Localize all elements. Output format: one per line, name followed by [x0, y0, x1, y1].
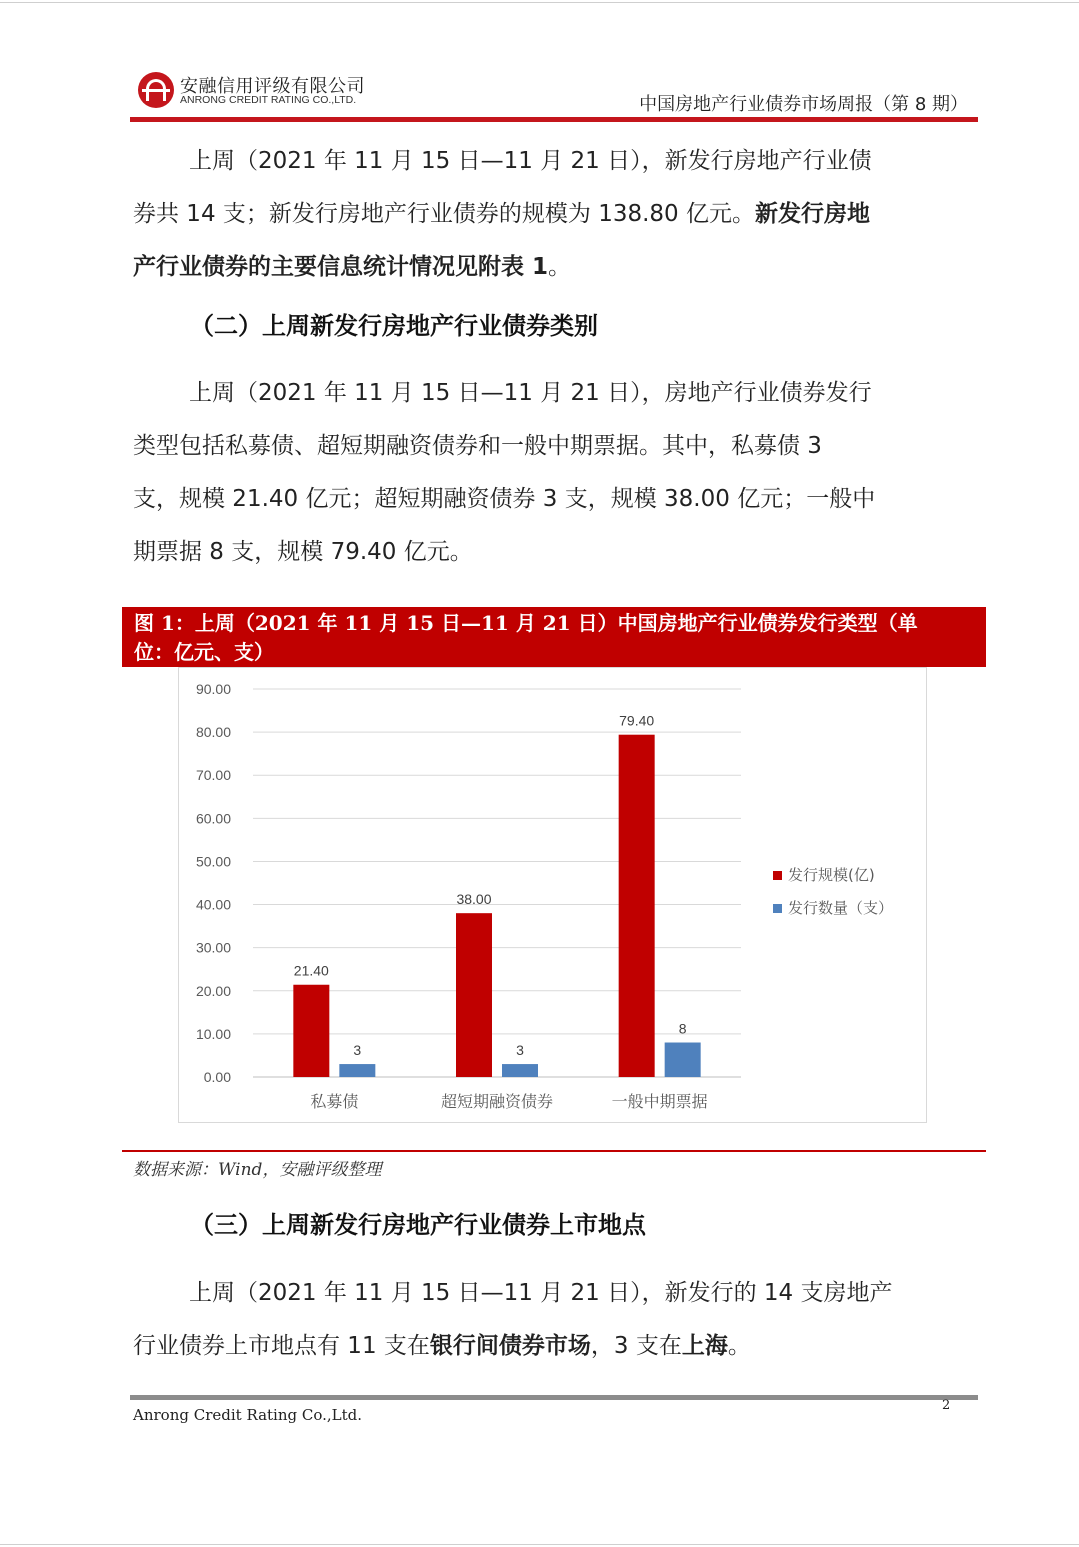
data-source: 数据来源：Wind，安融评级整理 [133, 1160, 382, 1180]
y-tick-label: 0.00 [203, 1069, 231, 1085]
y-tick-label: 20.00 [195, 982, 231, 999]
bar-scale [619, 735, 655, 1077]
figure-caption: 图 1：上周（2021 年 11 月 15 日—11 月 21 日）中国房地产行业债券发行类型（单 位：亿元、支） [122, 607, 986, 667]
bar-count [502, 1064, 538, 1077]
legend-swatch [773, 904, 782, 913]
x-tick-label: 超短期融资债券 [440, 1092, 554, 1111]
y-tick-label: 30.00 [195, 939, 231, 956]
data-label: 3 [353, 1042, 362, 1059]
page-bottom-edge [0, 1544, 1079, 1545]
bar-count [665, 1043, 701, 1077]
bar-scale [456, 913, 492, 1077]
y-tick-label: 10.00 [195, 1025, 231, 1042]
bond-type-chart-svg [179, 668, 928, 1124]
data-label: 79.40 [619, 712, 655, 729]
company-name-en: ANRONG CREDIT RATING CO.,LTD. [180, 94, 357, 106]
y-tick-label: 80.00 [195, 724, 231, 741]
footer-divider [130, 1395, 978, 1400]
paragraph-bond-types: 上周（2021 年 11 月 15 日—11 月 21 日），房地产行业债券发行 类型包括私募债、超短期融资债券和一般中期票据。其中，私募债 3 支，规模 21.40 亿元；超短期融资债券 3 支，规模 38.00 亿元；一般中 期票据 8 支，规模 79.40 亿元。 [133, 380, 876, 565]
legend-label: 发行规模(亿) [788, 866, 875, 884]
header-divider [130, 117, 978, 122]
y-tick-label: 50.00 [195, 853, 231, 870]
legend-swatch [773, 871, 782, 880]
legend-label: 发行数量（支） [788, 899, 894, 917]
y-tick-label: 60.00 [195, 810, 231, 827]
data-label: 21.40 [293, 962, 329, 979]
data-label: 38.00 [456, 891, 492, 908]
data-label: 3 [516, 1042, 524, 1059]
y-tick-label: 40.00 [195, 896, 231, 913]
x-tick-label: 一般中期票据 [611, 1092, 708, 1111]
company-name-cn: 安融信用评级有限公司 [180, 76, 365, 97]
page-header [130, 68, 978, 122]
report-title: 中国房地产行业债券市场周报（第 8 期） [639, 94, 968, 115]
bar-scale [293, 985, 329, 1077]
paragraph-new-issuance: 上周（2021 年 11 月 15 日—11 月 21 日），新发行房地产行业债 券共 14 支；新发行房地产行业债券的规模为 138.80 亿元。新发行房地 产行业债券的主要信息统计情况见附表 1。 [133, 148, 872, 280]
footer-company: Anrong Credit Rating Co.,Ltd. [133, 1406, 363, 1424]
bond-type-chart [178, 667, 927, 1123]
y-tick-label: 70.00 [195, 767, 231, 784]
anrong-logo-icon [138, 72, 174, 108]
paragraph-listing-venue: 上周（2021 年 11 月 15 日—11 月 21 日），新发行的 14 支房地产 行业债券上市地点有 11 支在银行间债券市场，3 支在上海。 [133, 1280, 893, 1359]
x-tick-label: 私募债 [310, 1092, 359, 1111]
data-label: 8 [678, 1020, 687, 1037]
source-divider [122, 1150, 986, 1152]
section-title-bond-types: （二）上周新发行房地产行业债券类别 [190, 312, 598, 340]
page-number: 2 [942, 1398, 951, 1413]
page-top-edge [0, 2, 1079, 3]
y-tick-label: 90.00 [195, 681, 231, 697]
section-title-listing-venue: （三）上周新发行房地产行业债券上市地点 [190, 1211, 646, 1239]
bar-count [339, 1064, 375, 1077]
